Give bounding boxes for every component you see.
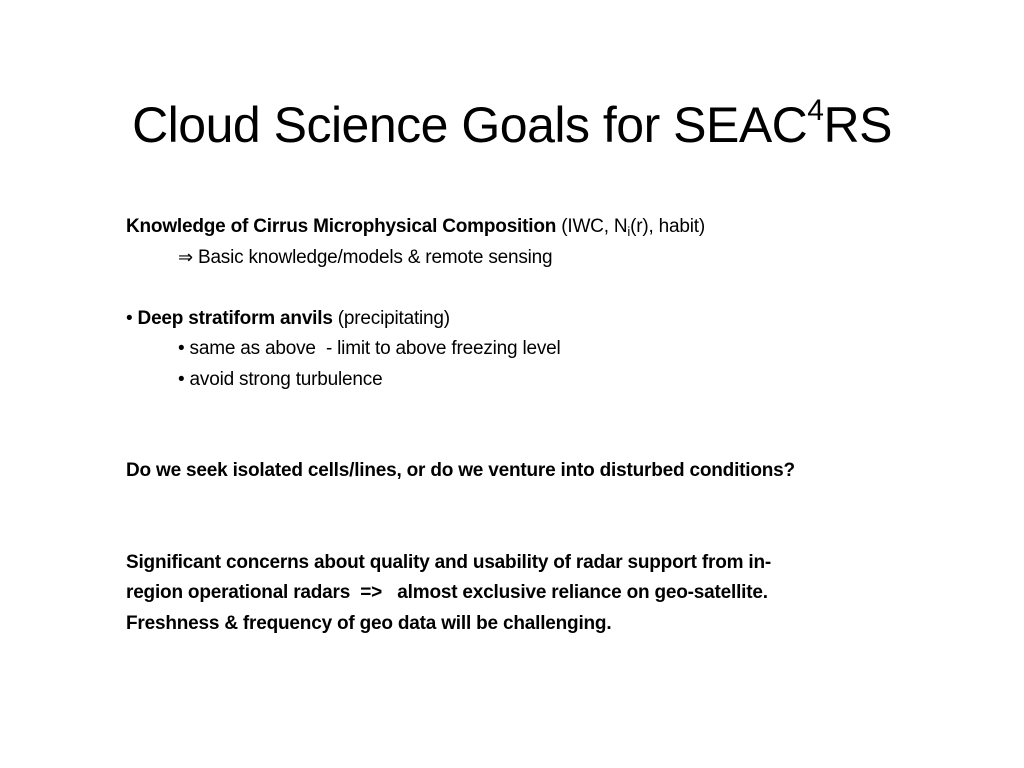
anvils-subitem [126,334,986,365]
spacer [126,273,986,304]
concerns-line [126,609,986,640]
title-superscript: 4 [807,94,824,127]
cirrus-heading-params-post: (r), habit) [630,216,705,237]
concerns-line [126,548,986,579]
question-text: Do we seek isolated cells/lines, or do we venture into disturbed conditions? [126,460,795,481]
title-main: Cloud Science Goals for SEAC [132,97,808,153]
bullet-icon: • [126,307,133,329]
concerns-text: region operational radars => almost exclusive reliance on geo-satellite. [126,582,768,603]
cirrus-heading-bold: Knowledge of Cirrus Microphysical Composition [126,216,557,237]
bullet-icon: • [178,338,185,359]
question-line [126,456,986,487]
implies-arrow-icon: ⇒ [178,246,193,268]
concerns-text: Significant concerns about quality and usability of radar support from in- [126,551,771,573]
title-suffix: RS [823,97,892,153]
cirrus-heading-subscript: i [627,224,631,239]
bullet-icon: • [178,368,185,390]
spacer [126,487,986,518]
anvils-bullet [126,304,986,335]
concerns-text: Freshness & frequency of geo data will be challenging. [126,612,612,634]
slide-body [126,212,986,639]
spacer [126,517,986,548]
slide-title [0,88,1024,162]
spacer [126,395,986,426]
concerns-line [126,578,986,609]
spacer [126,426,986,457]
anvils-heading-rest: (precipitating) [332,307,450,329]
anvils-subitem-text: avoid strong turbulence [189,368,383,390]
cirrus-implication-text: Basic knowledge/models & remote sensing [192,246,553,268]
cirrus-heading-params-pre: (IWC, N [556,216,628,237]
anvils-subitem-text: same as above - limit to above freezing level [189,338,561,359]
cirrus-heading [126,212,986,243]
anvils-subitem [126,365,986,396]
anvils-heading-bold: Deep stratiform anvils [137,307,333,329]
cirrus-implication [126,243,986,274]
